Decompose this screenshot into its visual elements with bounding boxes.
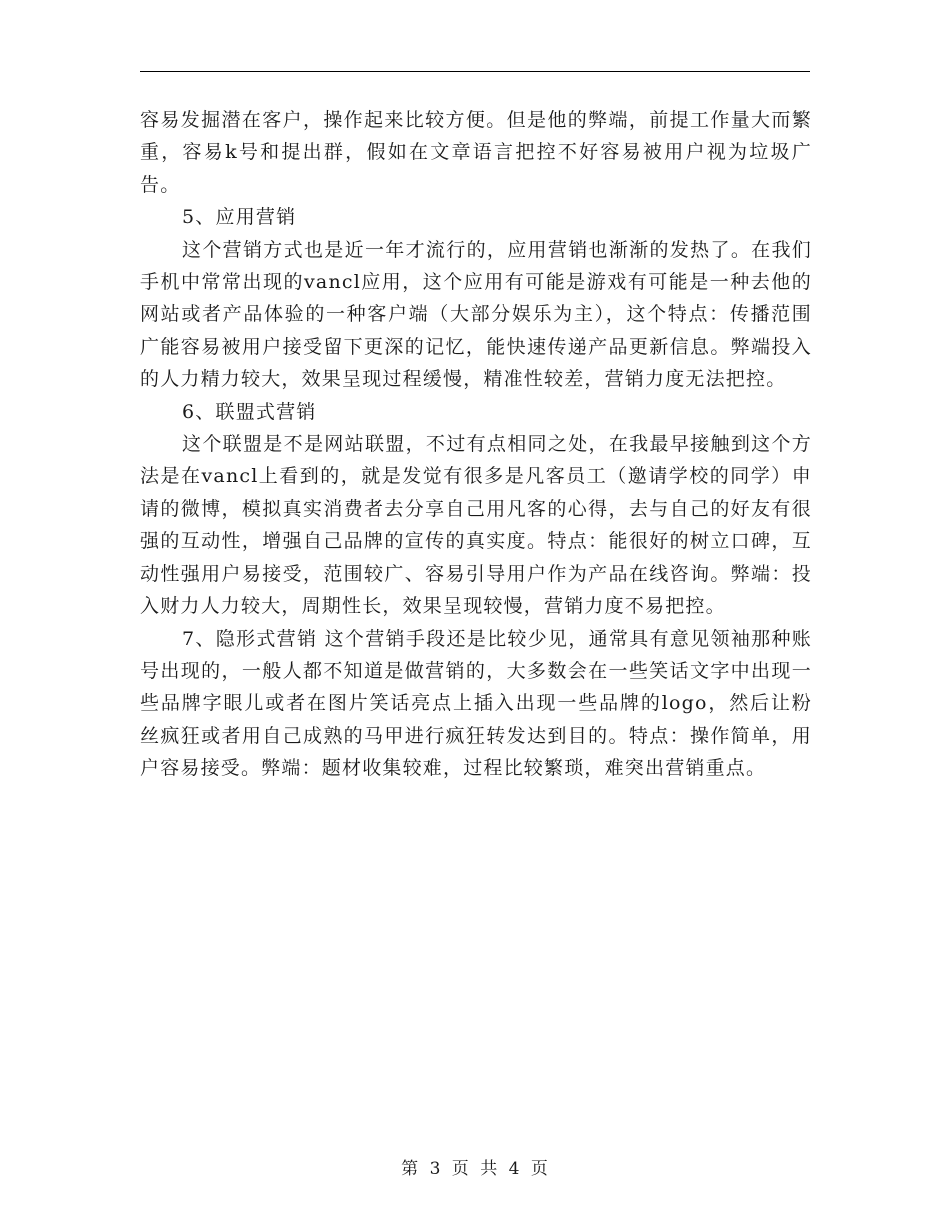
paragraph-stealth-marketing: 7、隐形式营销 这个营销手段还是比较少见，通常具有意见领袖那种账号出现的，一般人都不知道是做营销的，大多数会在一些笑话文字中出现一些品牌字眼儿或者在图片笑话亮点上插入出现一些品牌的logo，然后让粉丝疯狂或者用自己成熟的马甲进行疯狂转发达到目的。特点：操作简单，用户容易接受。弊端：题材收集较难，过程比较繁琐，难突出营销重点。	[140, 627, 812, 780]
paragraph-alliance-marketing: 这个联盟是不是网站联盟，不过有点相同之处，在我最早接触到这个方法是在vancl上看到的，就是发觉有很多是凡客员工（邀请学校的同学）申请的微博，模拟真实消费者去分享自己用凡客的心得，去与自己的好友有很强的互动性，增强自己品牌的宣传的真实度。特点：能很好的树立口碑，互动性强用户易接受，范围较广、容易引导用户作为产品在线咨询。弊端：投入财力人力较大，周期性长，效果呈现较慢，营销力度不易把控。	[140, 433, 812, 618]
paragraph-continuation: 容易发掘潜在客户，操作起来比较方便。但是他的弊端，前提工作量大而繁重，容易k号和提出群，假如在文章语言把控不好容易被用户视为垃圾广告。	[140, 109, 812, 196]
paragraph-app-marketing: 这个营销方式也是近一年才流行的，应用营销也渐渐的发热了。在我们手机中常常出现的vancl应用，这个应用有可能是游戏有可能是一种去他的网站或者产品体验的一种客户端（大部分娱乐为主），这个特点：传播范围广能容易被用户接受留下更深的记忆，能快速传递产品更新信息。弊端投入的人力精力较大，效果呈现过程缓慢，精准性较差，营销力度无法把控。	[140, 238, 812, 391]
page-number-footer: 第 3 页 共 4 页	[401, 1159, 549, 1179]
header-rule	[140, 71, 810, 72]
section-heading-app-marketing: 5、应用营销	[182, 206, 297, 229]
document-body	[140, 104, 812, 785]
section-heading-alliance-marketing: 6、联盟式营销	[182, 400, 317, 423]
